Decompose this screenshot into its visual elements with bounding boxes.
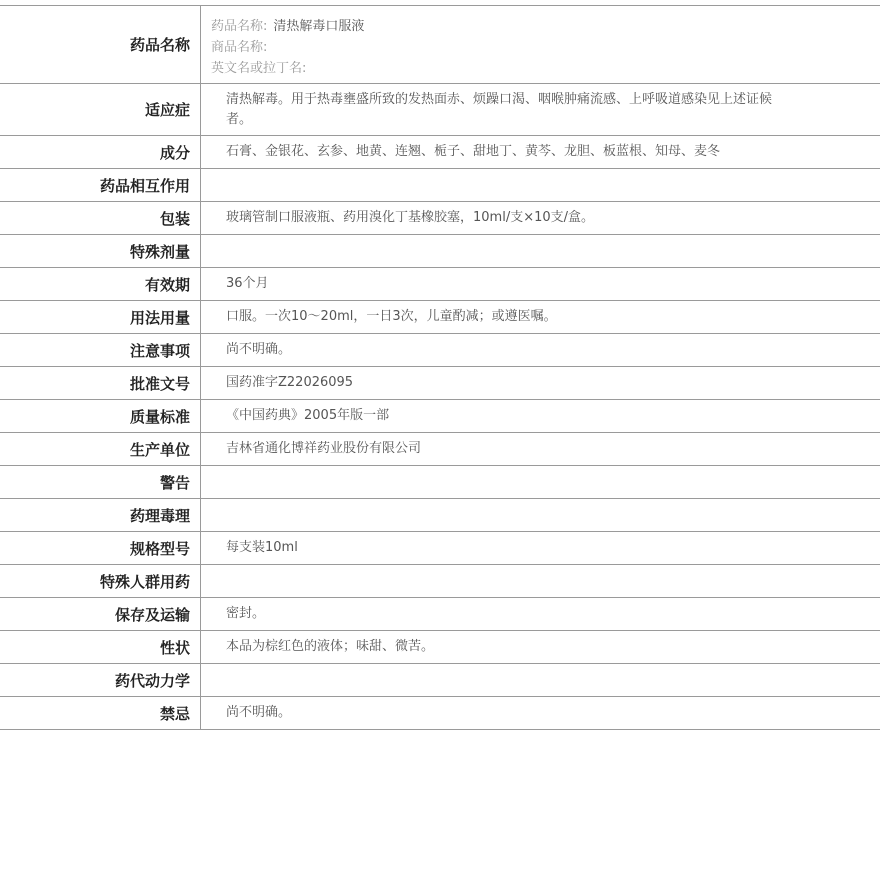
row-drug-interactions [0, 169, 880, 202]
row-value: 密封。 [226, 606, 266, 621]
row-label: 注意事项 [0, 334, 201, 367]
row-label: 药理毒理 [0, 499, 201, 532]
row-label: 性状 [0, 631, 201, 664]
row-label: 有效期 [0, 268, 201, 301]
row-label: 质量标准 [0, 400, 201, 433]
row-special-dosage [0, 235, 880, 268]
row-label: 特殊剂量 [0, 235, 201, 268]
row-special-populations [0, 565, 880, 598]
row-approval-number [0, 367, 880, 400]
row-label: 药代动力学 [0, 664, 201, 697]
row-label: 生产单位 [0, 433, 201, 466]
row-label: 警告 [0, 466, 201, 499]
row-value [201, 466, 880, 499]
row-label: 适应症 [0, 84, 201, 136]
row-value: 《中国药典》2005年版一部 [226, 408, 390, 423]
row-shelf-life [0, 268, 880, 301]
row-quality-standard [0, 400, 880, 433]
row-packaging [0, 202, 880, 235]
row-label: 用法用量 [0, 301, 201, 334]
drug-name-cell [201, 6, 880, 84]
row-manufacturer [0, 433, 880, 466]
trade-name-label: 商品名称: [211, 40, 268, 55]
row-label: 规格型号 [0, 532, 201, 565]
row-value [201, 664, 880, 697]
row-value: 口服。一次10～20ml，一日3次，儿童酌减；或遵医嘱。 [226, 309, 557, 324]
row-warning [0, 466, 880, 499]
row-value: 本品为棕红色的液体；味甜、微苦。 [226, 639, 435, 654]
generic-name-line [211, 16, 880, 37]
english-name-line [211, 58, 880, 79]
row-label: 保存及运输 [0, 598, 201, 631]
row-value: 尚不明确。 [226, 342, 292, 357]
row-pharmacokinetics [0, 664, 880, 697]
trade-name-line [211, 37, 880, 58]
row-value [201, 169, 880, 202]
row-value: 玻璃管制口服液瓶、药用溴化丁基橡胶塞，10ml/支×10支/盒。 [226, 210, 595, 225]
row-contraindications [0, 697, 880, 730]
row-value: 吉林省通化博祥药业股份有限公司 [226, 441, 422, 456]
row-label: 批准文号 [0, 367, 201, 400]
row-label: 禁忌 [0, 697, 201, 730]
row-label: 药品名称 [0, 6, 201, 84]
row-value: 清热解毒。用于热毒壅盛所致的发热面赤、烦躁口渴、咽喉肿痛流感、上呼吸道感染见上述证候者。 [226, 91, 773, 127]
row-value [201, 565, 880, 598]
row-label: 成分 [0, 136, 201, 169]
row-value: 每支装10ml [226, 540, 298, 555]
row-pharmacology-toxicology [0, 499, 880, 532]
row-value: 36个月 [226, 276, 269, 291]
row-label: 药品相互作用 [0, 169, 201, 202]
row-appearance [0, 631, 880, 664]
row-precautions [0, 334, 880, 367]
row-specification [0, 532, 880, 565]
row-label: 包装 [0, 202, 201, 235]
row-storage-transport [0, 598, 880, 631]
row-value [201, 235, 880, 268]
row-value: 石膏、金银花、玄参、地黄、连翘、栀子、甜地丁、黄芩、龙胆、板蓝根、知母、麦冬 [226, 144, 721, 159]
row-drug-name [0, 6, 880, 84]
row-value [201, 499, 880, 532]
generic-name-label: 药品名称: [211, 19, 268, 34]
row-value: 尚不明确。 [226, 705, 292, 720]
row-usage-dosage [0, 301, 880, 334]
row-ingredients [0, 136, 880, 169]
row-label: 特殊人群用药 [0, 565, 201, 598]
row-indications [0, 84, 880, 136]
row-value: 国药准字Z22026095 [226, 375, 354, 390]
generic-name-value: 清热解毒口服液 [273, 19, 365, 34]
drug-info-table [0, 5, 880, 730]
english-name-label: 英文名或拉丁名: [211, 61, 307, 76]
